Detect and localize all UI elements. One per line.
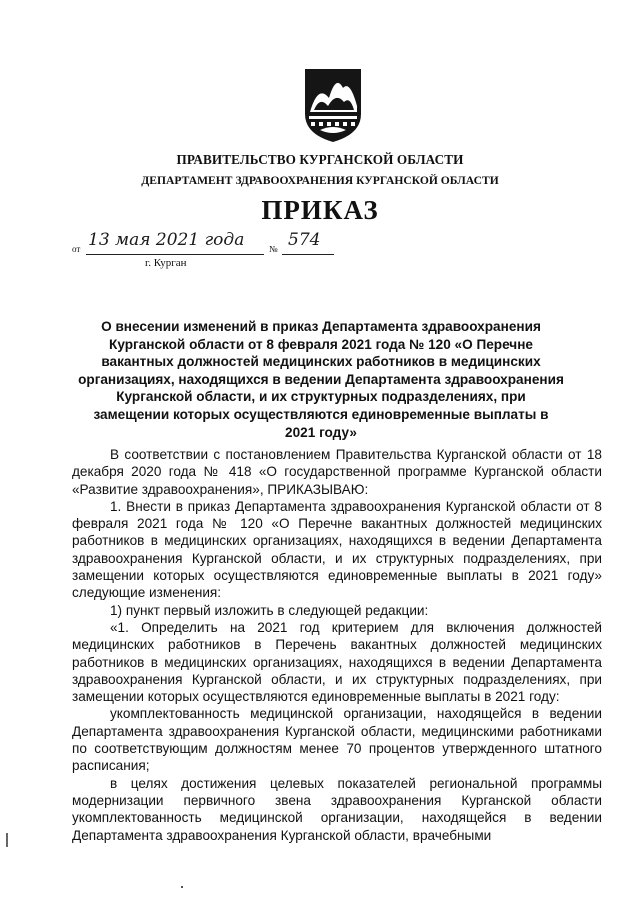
order-subject: О внесении изменений в приказ Департамента здравоохранения Курганской области от 8 февраля 2021 года № 120 «О Перечне вакантных должностей медицинских работников в медицинских организациях, находящихся в ведении Департамента здравоохранения Курганской области, и их структурных подразделениях, при замещении которых осуществляются единовременные выплаты в 2021 году» [78,319,564,440]
body-paragraph: 1) пункт первый изложить в следующей редакции: [110,602,429,618]
body-paragraph: «1. Определить на 2021 год критерием для включения должностей медицинских работников в Перечень вакантных должностей медицинских работников в медицинских организациях, находящихся в ведении Департамента здравоохранения Курганской области, и их структурных подразделениях, при замещении которых осуществляются единовременные выплаты в 2021 году: [72,619,602,705]
number-underline [282,254,334,255]
number-handwritten: 574 [288,230,321,250]
department-title: ДЕПАРТАМЕНТ ЗДРАВООХРАНЕНИЯ КУРГАНСКОЙ ОБЛАСТИ [141,174,499,187]
government-title: ПРАВИТЕЛЬСТВО КУРГАНСКОЙ ОБЛАСТИ [176,152,464,167]
body-paragraph: в целях достижения целевых показателей региональной программы модернизации первичного звена здравоохранения Курганской области укомплектованность медицинской организации, находящейся в ведении Департамента здравоохранения Курганской области, врачебными [72,775,602,843]
scan-margin-mark [6,833,8,847]
date-handwritten: 13 мая 2021 года [88,230,245,250]
body-paragraph: 1. Внести в приказ Департамента здравоохранения Курганской области от 8 февраля 2021 года № 120 «О Перечне вакантных должностей медицинских работников в медицинских организациях, находящихся в ведении Департамента здравоохранения Курганской области, и их структурных подразделениях, при замещении которых осуществляются единовременные выплаты в 2021 году» следующие изменения: [72,498,602,601]
body-paragraph: укомплектованность медицинской организации, находящейся в ведении Департамента здравоохранения Курганской области, медицинскими работниками по соответствующим должностям менее 70 процентов утвержденного штатного расписания; [72,706,602,774]
date-number-row [72,232,392,272]
kurgan-coat-of-arms-icon [302,66,364,144]
number-label: № [269,244,278,254]
order-body [72,446,602,844]
body-paragraph: В соответствии с постановлением Правительства Курганской области от 18 декабря 2020 года № 418 «О государственной программе Курганской области «Развитие здравоохранения», ПРИКАЗЫВАЮ: [72,447,602,497]
scan-speck [181,886,183,888]
document-type-title: ПРИКАЗ [261,195,379,225]
city-label: г. Курган [145,257,187,269]
date-underline [86,254,264,255]
date-from-label: от [72,244,81,254]
